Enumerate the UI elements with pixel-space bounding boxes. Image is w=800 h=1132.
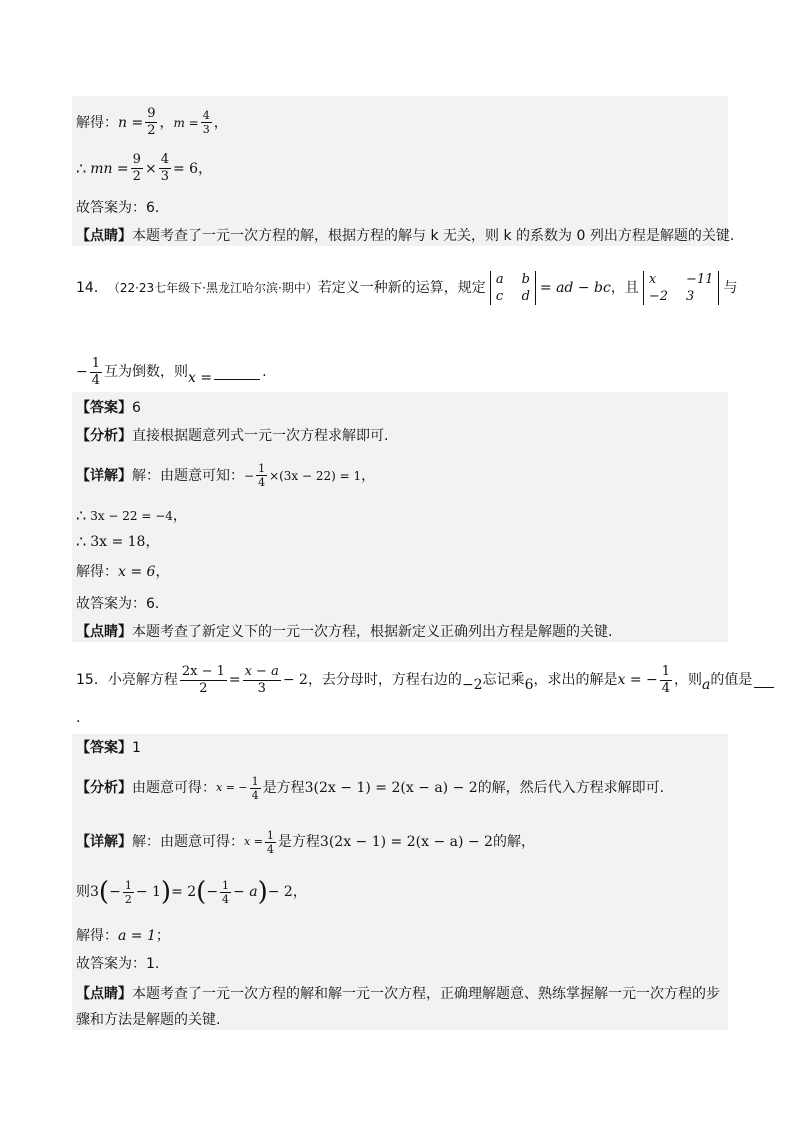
math-eq: = 6 [172, 160, 199, 177]
math-expression: a = 1 [118, 928, 156, 944]
fraction-num: 1 [258, 462, 266, 475]
detail-tag: 【详解】 [76, 834, 132, 850]
fraction-den: 3 [202, 123, 210, 136]
math-expression: x = 6 [118, 564, 156, 580]
detail-14 [76, 462, 375, 489]
times-symbol: × [144, 160, 157, 177]
fraction-num: x − a [244, 663, 279, 679]
fraction [180, 664, 227, 697]
math-n: n = [118, 114, 144, 131]
punct: ， [172, 508, 187, 524]
fraction [265, 829, 276, 856]
analysis-15 [76, 768, 664, 808]
fraction-den: 4 [266, 842, 274, 856]
paren-close: ) [257, 877, 268, 907]
question-14-line-1 [76, 262, 737, 314]
det-cell: 3 [686, 289, 695, 304]
question-15-line-1 [76, 660, 776, 700]
punct: ； [155, 928, 170, 944]
question-text: ，去分母时，方程右边的 [307, 672, 462, 688]
analysis-text: 是方程 [262, 780, 305, 796]
math-expression: − 2 [267, 884, 293, 900]
fraction [131, 152, 143, 185]
math-x: x = [188, 370, 213, 386]
detail-text: 解：由题意可得： [132, 834, 244, 850]
analysis-text: 的解，然后代入方程求解即可. [477, 780, 665, 796]
comment-text: 本题考查了新定义下的一元一次方程，根据新定义正确列出方程是解题的关键. [132, 624, 613, 640]
line-final-answer: 故答案为：6． [76, 200, 169, 216]
detail-text: 是方程 [277, 834, 320, 850]
answer-blank[interactable] [214, 365, 260, 380]
determinant-x [643, 271, 720, 305]
math-equation: 3(2x − 1) = 2(x − a) − 2 [304, 780, 478, 796]
question-text: ，且 [610, 280, 639, 296]
math-x: x = [244, 835, 263, 848]
punct: ， [213, 114, 228, 131]
question-number: 14． [76, 280, 108, 296]
det-cell: a [495, 272, 504, 287]
answer-15 [76, 738, 141, 758]
det-cell: −11 [686, 272, 714, 287]
fraction-den: 4 [661, 680, 671, 696]
final-14: 故答案为：6． [76, 596, 169, 612]
determinant-abcd [490, 271, 536, 305]
math-minus2: −2 [461, 677, 483, 693]
comment-15-line-1 [76, 984, 720, 1004]
det-cell: b [521, 272, 530, 287]
comment-text: 本题考查了一元一次方程的解和解一元一次方程，正确理解题意、熟练掌握解一元一次方程的步 [132, 986, 720, 1002]
question-14-line-2 [76, 352, 267, 392]
question-15-line-2: . [76, 710, 81, 726]
fraction-num: 1 [91, 355, 101, 371]
detail-text: 解：由题意可知： [132, 467, 244, 484]
fraction [256, 462, 267, 489]
question-text: 若定义一种新的运算，规定 [317, 280, 486, 296]
line-mn-product [76, 152, 212, 185]
fraction-num: 4 [160, 152, 169, 167]
fraction [123, 879, 134, 906]
fraction-den: 2 [147, 123, 156, 138]
math-definition: = ad − bc [539, 280, 611, 296]
answer-value: 6 [132, 400, 141, 416]
question-text: ，求出的解是 [533, 672, 618, 688]
therefore-symbol: ∴ [76, 532, 87, 551]
solve-15 [76, 926, 170, 946]
final-15: 故答案为：1. [76, 956, 160, 972]
label-text: 解得： [76, 928, 118, 944]
math-expression: ×(3x − 22) = 1 [269, 468, 362, 483]
math-a: a [702, 677, 711, 693]
label-text: 则 [76, 884, 90, 900]
fraction-den: 4 [251, 788, 259, 802]
fraction [201, 109, 212, 136]
minus-sign: − [76, 364, 88, 380]
label-text: 解得： [76, 114, 118, 131]
label-text: 解得： [76, 564, 118, 580]
answer-14 [76, 398, 141, 418]
det-cell: c [495, 289, 504, 304]
fraction-num: 1 [124, 878, 132, 892]
fraction-num: 9 [147, 106, 156, 121]
minus-sign: − [109, 884, 121, 900]
analysis-14 [76, 426, 388, 446]
punct: ， [145, 534, 160, 550]
math-coefficient: 3 [90, 884, 99, 900]
analysis-tag: 【分析】 [76, 428, 132, 444]
answer-tag: 【答案】 [76, 740, 132, 756]
question-text: 互为倒数，则 [104, 364, 189, 380]
detail-tag: 【详解】 [76, 467, 132, 484]
fraction-den: 4 [222, 892, 230, 906]
comment-tag: 【点睛】 [76, 228, 132, 244]
math-expression: 3x − 22 = −4 [90, 509, 173, 523]
comment-tag: 【点睛】 [76, 986, 132, 1002]
math-mn: mn = [90, 160, 129, 177]
fraction-den: 3 [160, 169, 169, 184]
question-number: 15． [76, 672, 108, 688]
analysis-text: 直接根据题意列式一元一次方程求解即可. [132, 428, 389, 444]
line-comment [76, 226, 734, 246]
therefore-symbol: ∴ [76, 506, 87, 525]
fraction [90, 356, 102, 389]
therefore-symbol: ∴ [76, 158, 87, 178]
math-m: m = [173, 115, 199, 130]
fraction-den: 4 [258, 476, 266, 489]
minus-sign: − [206, 884, 219, 900]
fraction [159, 152, 171, 185]
det-cell: x [648, 272, 657, 287]
math-x: x = − [617, 672, 658, 688]
detail-15 [76, 822, 535, 862]
comment-tag: 【点睛】 [76, 624, 132, 640]
line-solve-n-m [76, 106, 228, 139]
comment-text: 本题考查了一元一次方程的解，根据方程的解与 k 无关，则 k 的系数为 0 列出方程是解题的关键. [132, 228, 735, 244]
math-six: 6 [524, 677, 534, 693]
minus-sign: − [244, 468, 255, 483]
question-text: ，则 [674, 672, 703, 688]
fraction [220, 879, 231, 906]
fraction-den: 3 [257, 680, 266, 696]
step-14-2 [76, 532, 159, 552]
comment-15-line-2: 骤和方法是解题的关键. [76, 1012, 221, 1028]
comment-14 [76, 622, 612, 642]
fraction-num: 1 [251, 774, 259, 788]
question-text: 的值是 [710, 672, 753, 688]
punct: ， [292, 884, 307, 900]
punct: ， [198, 160, 213, 177]
punct: ， [159, 114, 174, 131]
punct: ， [155, 564, 170, 580]
question-text: 与 [723, 280, 738, 296]
fraction [660, 664, 672, 697]
math-eq: = [228, 672, 241, 688]
fraction-num: 9 [132, 152, 141, 167]
analysis-tag: 【分析】 [76, 780, 132, 796]
math-x: x = − [216, 781, 248, 794]
math-eq: = 2 [171, 884, 197, 900]
fraction-num: 1 [222, 878, 230, 892]
answer-blank[interactable] [754, 673, 774, 688]
math-expression: − 1 [135, 884, 161, 900]
fraction [243, 664, 281, 697]
fraction [250, 775, 261, 802]
punct: ， [361, 467, 376, 484]
analysis-text: 由题意可得： [132, 780, 216, 796]
punct: . [262, 364, 267, 380]
fraction-num: 2x − 1 [181, 663, 225, 679]
fraction-den: 2 [132, 169, 141, 184]
fraction-num: 1 [266, 828, 274, 842]
substitution-15 [76, 872, 307, 912]
fraction [145, 106, 157, 139]
step-14-3 [76, 562, 169, 582]
paren-open: ( [98, 877, 110, 907]
paren-open: ( [196, 877, 207, 907]
math-expression: − a [233, 884, 258, 900]
fraction-den: 2 [124, 892, 132, 906]
question-text: 小亮解方程 [107, 672, 178, 688]
detail-text: 的解， [492, 834, 535, 850]
fraction-num: 4 [202, 109, 210, 122]
fraction-den: 4 [91, 372, 101, 388]
math-equation: 3(2x − 1) = 2(x − a) − 2 [319, 834, 493, 850]
answer-tag: 【答案】 [76, 400, 132, 416]
paren-close: ) [160, 877, 172, 907]
math-expression: − 2 [282, 672, 308, 688]
fraction-num: 1 [661, 663, 671, 679]
question-source: （22·23七年级下·黑龙江哈尔滨·期中） [107, 281, 318, 295]
math-expression: 3x = 18 [90, 534, 146, 550]
answer-value: 1 [132, 740, 141, 756]
det-cell: d [521, 289, 530, 304]
question-text: 忘记乘 [482, 672, 525, 688]
step-14-1 [76, 506, 187, 526]
fraction-den: 2 [199, 680, 208, 696]
det-cell: −2 [648, 289, 669, 304]
